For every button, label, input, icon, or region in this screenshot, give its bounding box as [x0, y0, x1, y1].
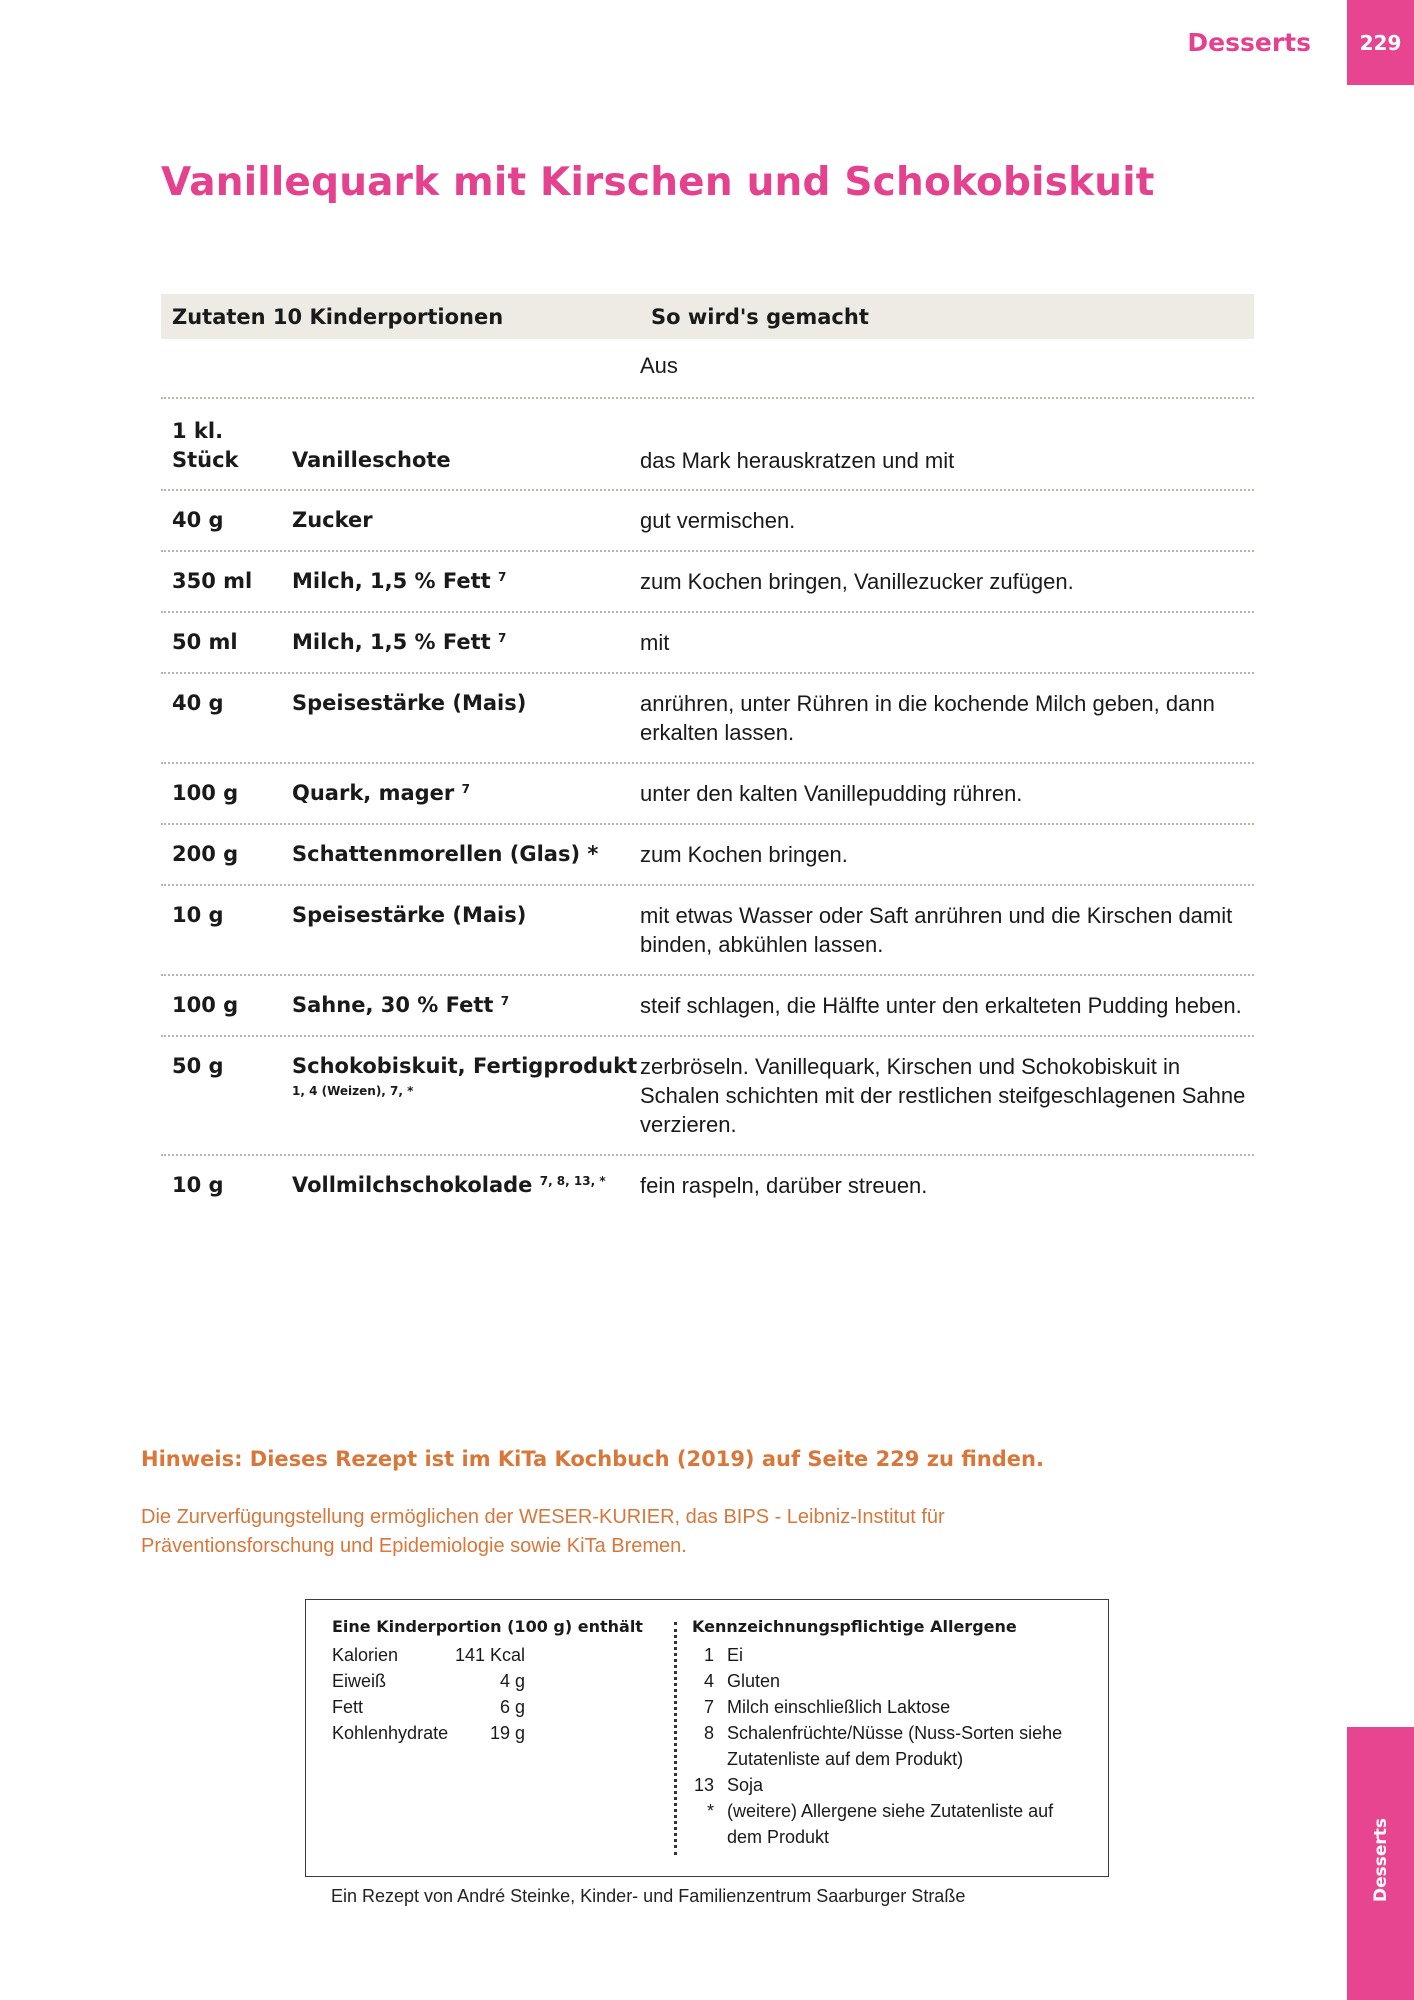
ingredient-name-cell: [292, 417, 640, 475]
page-number-tab: [1347, 0, 1414, 85]
allergens-section: [692, 1617, 1092, 1850]
method-step: Aus: [640, 353, 678, 378]
nutrition-title: Eine Kinderportion (100 g) enthält: [332, 1617, 643, 1636]
credit-text: Die Zurverfügungstellung ermöglichen der WESER-KURIER, das BIPS - Leibniz-Institut für Präventionsforschung und Epidemiologie sowie KiTa Bremen.: [141, 1506, 945, 1557]
table-row: [161, 976, 1254, 1037]
allergen-row: [692, 1694, 1092, 1720]
nutrition-section: [332, 1617, 657, 1746]
allergen-row: [692, 1720, 1092, 1772]
ingredient-amount: 40 g: [172, 691, 224, 715]
ingredient-name: Quark, mager: [292, 781, 455, 805]
table-row: [161, 764, 1254, 825]
allergen-text: (weitere) Allergene siehe Zutatenliste auf dem Produkt: [727, 1801, 1054, 1847]
method-step: gut vermischen.: [640, 508, 796, 533]
ingredient-name-cell: [292, 1052, 640, 1110]
page-number: 229: [1359, 30, 1402, 55]
ingredient-name-cell: [292, 991, 640, 1020]
nutrition-row: [332, 1720, 657, 1746]
nutrient-value: 6 g: [499, 1697, 525, 1717]
nutrition-row: [332, 1694, 657, 1720]
section-title: Desserts: [1187, 28, 1311, 57]
method-step: fein raspeln, darüber streuen.: [640, 1173, 928, 1198]
nutrition-list: [332, 1642, 657, 1746]
allergen-superscript: 7, 8, 13, *: [539, 1174, 606, 1188]
allergen-number: 13: [693, 1775, 714, 1795]
table-row: [161, 886, 1254, 976]
side-tab-label: Desserts: [1370, 1817, 1391, 1903]
author-credit: Ein Rezept von André Steinke, Kinder- und Familienzentrum Saarburger Straße: [331, 1886, 966, 1906]
method-column-header: So wird's gemacht: [651, 304, 869, 329]
nutrient-label: Kohlenhydrate: [332, 1723, 449, 1743]
ingredient-name-cell: [292, 567, 640, 596]
ingredient-amount: 40 g: [172, 508, 224, 532]
nutrient-label: Eiweiß: [332, 1671, 387, 1691]
allergens-list: [692, 1642, 1092, 1850]
ingredient-amount: 10 g: [172, 903, 224, 927]
nutrition-row: [332, 1642, 657, 1668]
allergens-title: Kennzeichnungspflichtige Allergene: [692, 1617, 1017, 1636]
allergen-text: Schalenfrüchte/Nüsse (Nuss-Sorten siehe Zutatenliste auf dem Produkt): [727, 1723, 1063, 1769]
allergen-superscript: 1, 4 (Weizen), 7, *: [292, 1084, 414, 1098]
nutrient-label: Kalorien: [332, 1645, 399, 1665]
allergen-row: [692, 1668, 1092, 1694]
ingredient-name: Milch, 1,5 % Fett: [292, 569, 491, 593]
allergen-number: 8: [703, 1723, 714, 1743]
method-step: das Mark herauskratzen und mit: [640, 448, 955, 473]
table-row: [161, 339, 1254, 399]
table-row: [161, 825, 1254, 886]
ingredient-name-cell: [292, 1171, 640, 1200]
ingredient-name-cell: [292, 689, 640, 718]
allergen-number: *: [706, 1801, 714, 1821]
allergen-text: Gluten: [727, 1671, 781, 1691]
table-row: [161, 674, 1254, 764]
table-row: [161, 491, 1254, 552]
allergen-text: Milch einschließlich Laktose: [727, 1697, 951, 1717]
table-row: [161, 552, 1254, 613]
ingredient-amount: 50 ml: [172, 630, 238, 654]
recipe-table-header: [161, 294, 1254, 339]
recipe-title: Vanillequark mit Kirschen und Schokobiskuit: [161, 160, 1155, 205]
ingredient-amount: 100 g: [172, 993, 239, 1017]
ingredient-name: Speisestärke (Mais): [292, 903, 527, 927]
nutrient-label: Fett: [332, 1697, 364, 1717]
allergen-text: Ei: [727, 1645, 744, 1665]
method-step: zerbröseln. Vanillequark, Kirschen und Schokobiskuit in Schalen schichten mit der restlichen steifgeschlagenen Sahne verzieren.: [640, 1054, 1246, 1137]
allergen-superscript: 7: [497, 570, 507, 584]
method-step: zum Kochen bringen.: [640, 842, 848, 867]
side-section-tab: [1347, 1727, 1414, 2000]
table-row: [161, 1156, 1254, 1215]
ingredient-amount: 200 g: [172, 842, 239, 866]
allergen-row: [692, 1642, 1092, 1668]
allergen-text: Soja: [727, 1775, 764, 1795]
allergen-superscript: 7: [500, 994, 510, 1008]
method-step: mit: [640, 630, 670, 655]
ingredient-amount: 10 g: [172, 1173, 224, 1197]
method-step: steif schlagen, die Hälfte unter den erkalteten Pudding heben.: [640, 993, 1242, 1018]
hinweis-note: Hinweis: Dieses Rezept ist im KiTa Kochbuch (2019) auf Seite 229 zu finden.: [141, 1447, 1044, 1471]
nutrient-value: 141 Kcal: [454, 1645, 525, 1665]
nutrient-value: 4 g: [499, 1671, 525, 1691]
ingredient-name: Sahne, 30 % Fett: [292, 993, 494, 1017]
ingredient-name: Zucker: [292, 508, 373, 532]
ingredient-name: Speisestärke (Mais): [292, 691, 527, 715]
allergen-row: [692, 1772, 1092, 1798]
method-step: unter den kalten Vanillepudding rühren.: [640, 781, 1023, 806]
allergen-number: 7: [703, 1697, 714, 1717]
nutrient-value: 19 g: [489, 1723, 525, 1743]
recipe-rows: [161, 339, 1254, 1215]
recipe-table: [161, 294, 1254, 1215]
ingredient-name-cell: [292, 506, 640, 535]
ingredient-name-cell: [292, 628, 640, 657]
ingredient-amount: 1 kl. Stück: [172, 419, 239, 472]
ingredient-name: Milch, 1,5 % Fett: [292, 630, 491, 654]
ingredients-column-header: Zutaten 10 Kinderportionen: [172, 304, 504, 329]
table-row: [161, 613, 1254, 674]
method-step: anrühren, unter Rühren in die kochende Milch geben, dann erkalten lassen.: [640, 691, 1215, 745]
ingredient-name: Schokobiskuit, Fertigprodukt: [292, 1054, 638, 1078]
ingredient-amount: 350 ml: [172, 569, 253, 593]
ingredient-name: Schattenmorellen (Glas) *: [292, 842, 599, 866]
ingredient-amount: 100 g: [172, 781, 239, 805]
method-step: mit etwas Wasser oder Saft anrühren und die Kirschen damit binden, abkühlen lassen.: [640, 903, 1233, 957]
method-step: zum Kochen bringen, Vanillezucker zufügen.: [640, 569, 1074, 594]
ingredient-name: Vanilleschote: [292, 448, 451, 472]
allergen-superscript: 7: [461, 782, 470, 796]
allergen-number: 1: [703, 1645, 714, 1665]
table-row: [161, 399, 1254, 491]
ingredient-amount: 50 g: [172, 1054, 224, 1078]
ingredient-name: Vollmilchschokolade: [292, 1173, 533, 1197]
nutrition-box: [305, 1599, 1109, 1877]
allergen-superscript: 7: [497, 631, 507, 645]
nutrition-row: [332, 1668, 657, 1694]
ingredient-name-cell: [292, 779, 640, 808]
allergen-number: 4: [703, 1671, 714, 1691]
ingredient-name-cell: [292, 840, 640, 869]
allergen-row: [692, 1798, 1092, 1850]
dotted-divider: [674, 1622, 677, 1855]
table-row: [161, 1037, 1254, 1156]
ingredient-name-cell: [292, 901, 640, 930]
